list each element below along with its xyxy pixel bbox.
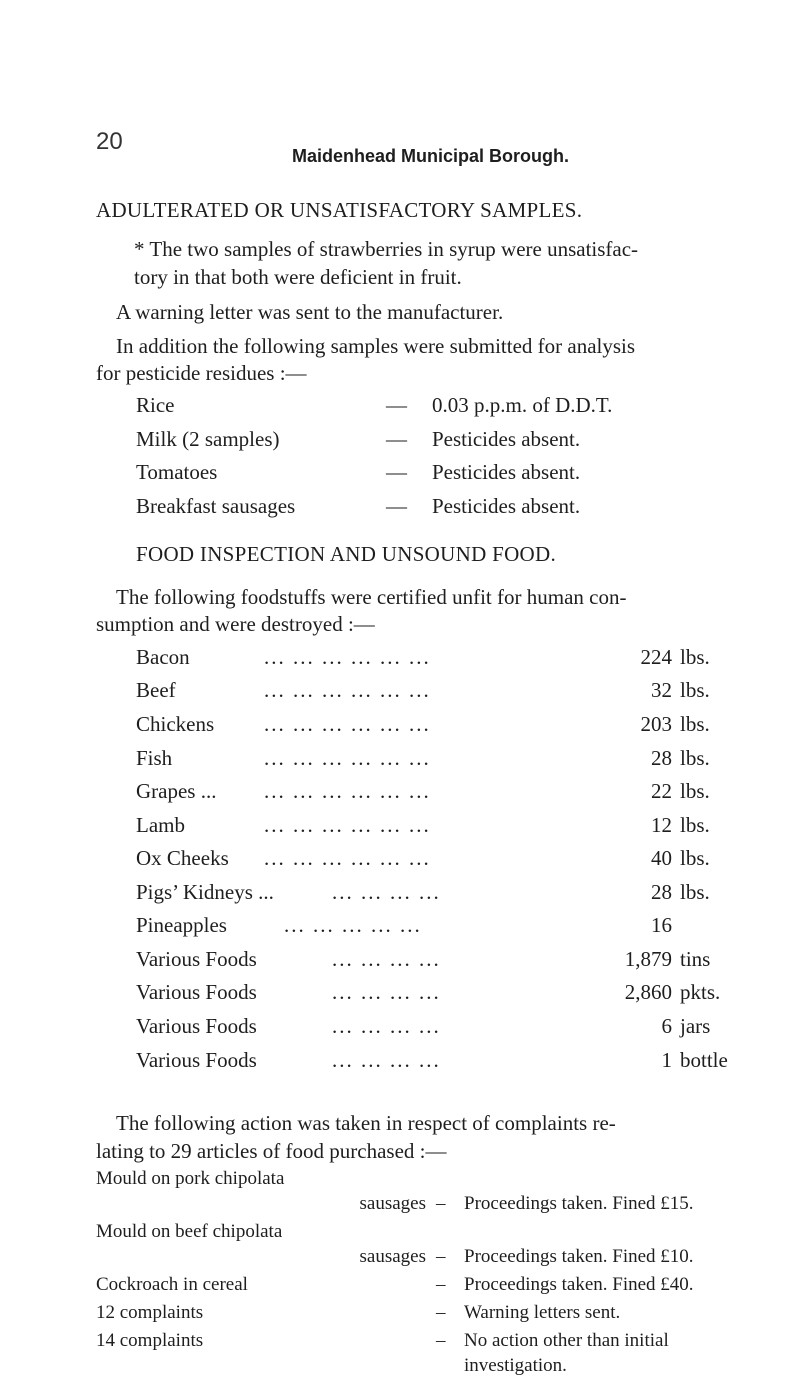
complaint-item: Mould on beef chipolata	[96, 1221, 283, 1242]
food-qty: 6	[661, 1014, 672, 1038]
food-qty: 203	[640, 712, 672, 736]
food-qty: 28	[651, 880, 672, 904]
food-unit: tins	[680, 947, 711, 971]
food-unit: lbs.	[680, 678, 710, 702]
food-qty: 32	[651, 678, 672, 702]
pesticide-dash: —	[386, 427, 407, 451]
food-item: Pigs’ Kidneys ...	[136, 880, 274, 904]
pesticide-dash: —	[386, 460, 407, 484]
food-item: Ox Cheeks	[136, 846, 229, 870]
food-qty: 1,879	[624, 947, 672, 971]
food-qty: 28	[651, 746, 672, 770]
complaint-item-cont: sausages	[359, 1246, 426, 1267]
food-unit: lbs.	[680, 846, 710, 870]
food-qty: 16	[651, 913, 672, 937]
foods-intro-line-1: The following foodstuffs were certified unfit for human con-	[116, 585, 627, 609]
food-unit: jars	[680, 1014, 711, 1038]
section-heading-food-inspection: FOOD INSPECTION AND UNSOUND FOOD.	[136, 542, 557, 566]
leader-dots: ... ... ... ...	[332, 1014, 441, 1038]
leader-dots: ... ... ... ... ...	[284, 913, 422, 937]
complaints-intro-line-1: The following action was taken in respect of complaints re-	[116, 1111, 616, 1135]
pesticide-item: Tomatoes	[136, 460, 218, 484]
pesticide-intro-line-2: for pesticide residues :—	[96, 361, 307, 385]
leader-dots: ... ... ... ... ... ...	[264, 712, 431, 736]
complaint-dash: –	[436, 1193, 446, 1214]
food-item: Grapes ...	[136, 779, 217, 803]
food-item: Various Foods	[136, 980, 257, 1004]
food-qty: 12	[651, 813, 672, 837]
page-header: Maidenhead Municipal Borough.	[292, 146, 570, 166]
complaint-item-cont: sausages	[359, 1193, 426, 1214]
pesticide-result: 0.03 p.p.m. of D.D.T.	[432, 393, 613, 417]
food-item: Bacon	[136, 645, 190, 669]
complaint-dash: –	[436, 1274, 446, 1295]
leader-dots: ... ... ... ...	[332, 1048, 441, 1072]
food-qty: 2,860	[624, 980, 672, 1004]
food-item: Fish	[136, 746, 173, 770]
complaint-item: 12 complaints	[96, 1302, 204, 1323]
leader-dots: ... ... ... ... ... ...	[264, 846, 431, 870]
leader-dots: ... ... ... ... ... ...	[264, 813, 431, 837]
leader-dots: ... ... ... ...	[332, 880, 441, 904]
page-number: 20	[96, 128, 123, 155]
complaint-action: No action other than initial	[464, 1330, 669, 1351]
note-line-1: * The two samples of strawberries in syrup were unsatisfac-	[134, 237, 639, 261]
complaints-intro-line-2: lating to 29 articles of food purchased :—	[96, 1139, 447, 1163]
leader-dots: ... ... ... ...	[332, 947, 441, 971]
foods-intro-line-2: sumption and were destroyed :—	[96, 612, 375, 636]
complaint-action: Proceedings taken. Fined £10.	[464, 1246, 694, 1267]
complaint-action-cont: investigation.	[464, 1355, 567, 1376]
section-heading-adulterated: ADULTERATED OR UNSATISFACTORY SAMPLES.	[96, 198, 583, 222]
complaint-action: Warning letters sent.	[464, 1302, 621, 1323]
food-qty: 22	[651, 779, 672, 803]
complaint-dash: –	[436, 1330, 446, 1351]
food-item: Pineapples	[136, 913, 227, 937]
pesticide-result: Pesticides absent.	[432, 460, 581, 484]
leader-dots: ... ... ... ... ... ...	[264, 779, 431, 803]
note-line-2: tory in that both were deficient in fruit.	[134, 265, 462, 289]
food-qty: 40	[651, 846, 672, 870]
pesticide-item: Breakfast sausages	[136, 494, 296, 518]
food-unit: lbs.	[680, 779, 710, 803]
warning-text: A warning letter was sent to the manufacturer.	[116, 300, 504, 324]
food-item: Beef	[136, 678, 176, 702]
food-unit: lbs.	[680, 813, 710, 837]
food-unit: bottle	[680, 1048, 728, 1072]
food-item: Various Foods	[136, 947, 257, 971]
food-qty: 1	[661, 1048, 672, 1072]
leader-dots: ... ... ... ... ... ...	[264, 746, 431, 770]
pesticide-dash: —	[386, 494, 407, 518]
complaint-item: Mould on pork chipolata	[96, 1168, 285, 1189]
complaint-action: Proceedings taken. Fined £40.	[464, 1274, 694, 1295]
food-unit: lbs.	[680, 746, 710, 770]
complaint-item: 14 complaints	[96, 1330, 204, 1351]
leader-dots: ... ... ... ... ... ...	[264, 678, 431, 702]
complaint-action: Proceedings taken. Fined £15.	[464, 1193, 694, 1214]
food-item: Lamb	[136, 813, 185, 837]
complaint-item: Cockroach in cereal	[96, 1274, 248, 1295]
food-unit: lbs.	[680, 712, 710, 736]
pesticide-item: Rice	[136, 393, 175, 417]
pesticide-dash: —	[386, 393, 407, 417]
leader-dots: ... ... ... ... ... ...	[264, 645, 431, 669]
pesticide-result: Pesticides absent.	[432, 427, 581, 451]
food-unit: pkts.	[680, 980, 721, 1004]
food-item: Various Foods	[136, 1048, 257, 1072]
food-unit: lbs.	[680, 880, 710, 904]
leader-dots: ... ... ... ...	[332, 980, 441, 1004]
complaint-dash: –	[436, 1302, 446, 1323]
food-unit: lbs.	[680, 645, 710, 669]
complaint-dash: –	[436, 1246, 446, 1267]
pesticide-result: Pesticides absent.	[432, 494, 581, 518]
pesticide-intro-line-1: In addition the following samples were submitted for analysis	[116, 334, 636, 358]
food-qty: 224	[640, 645, 672, 669]
food-item: Various Foods	[136, 1014, 257, 1038]
food-item: Chickens	[136, 712, 215, 736]
pesticide-item: Milk (2 samples)	[136, 427, 280, 451]
